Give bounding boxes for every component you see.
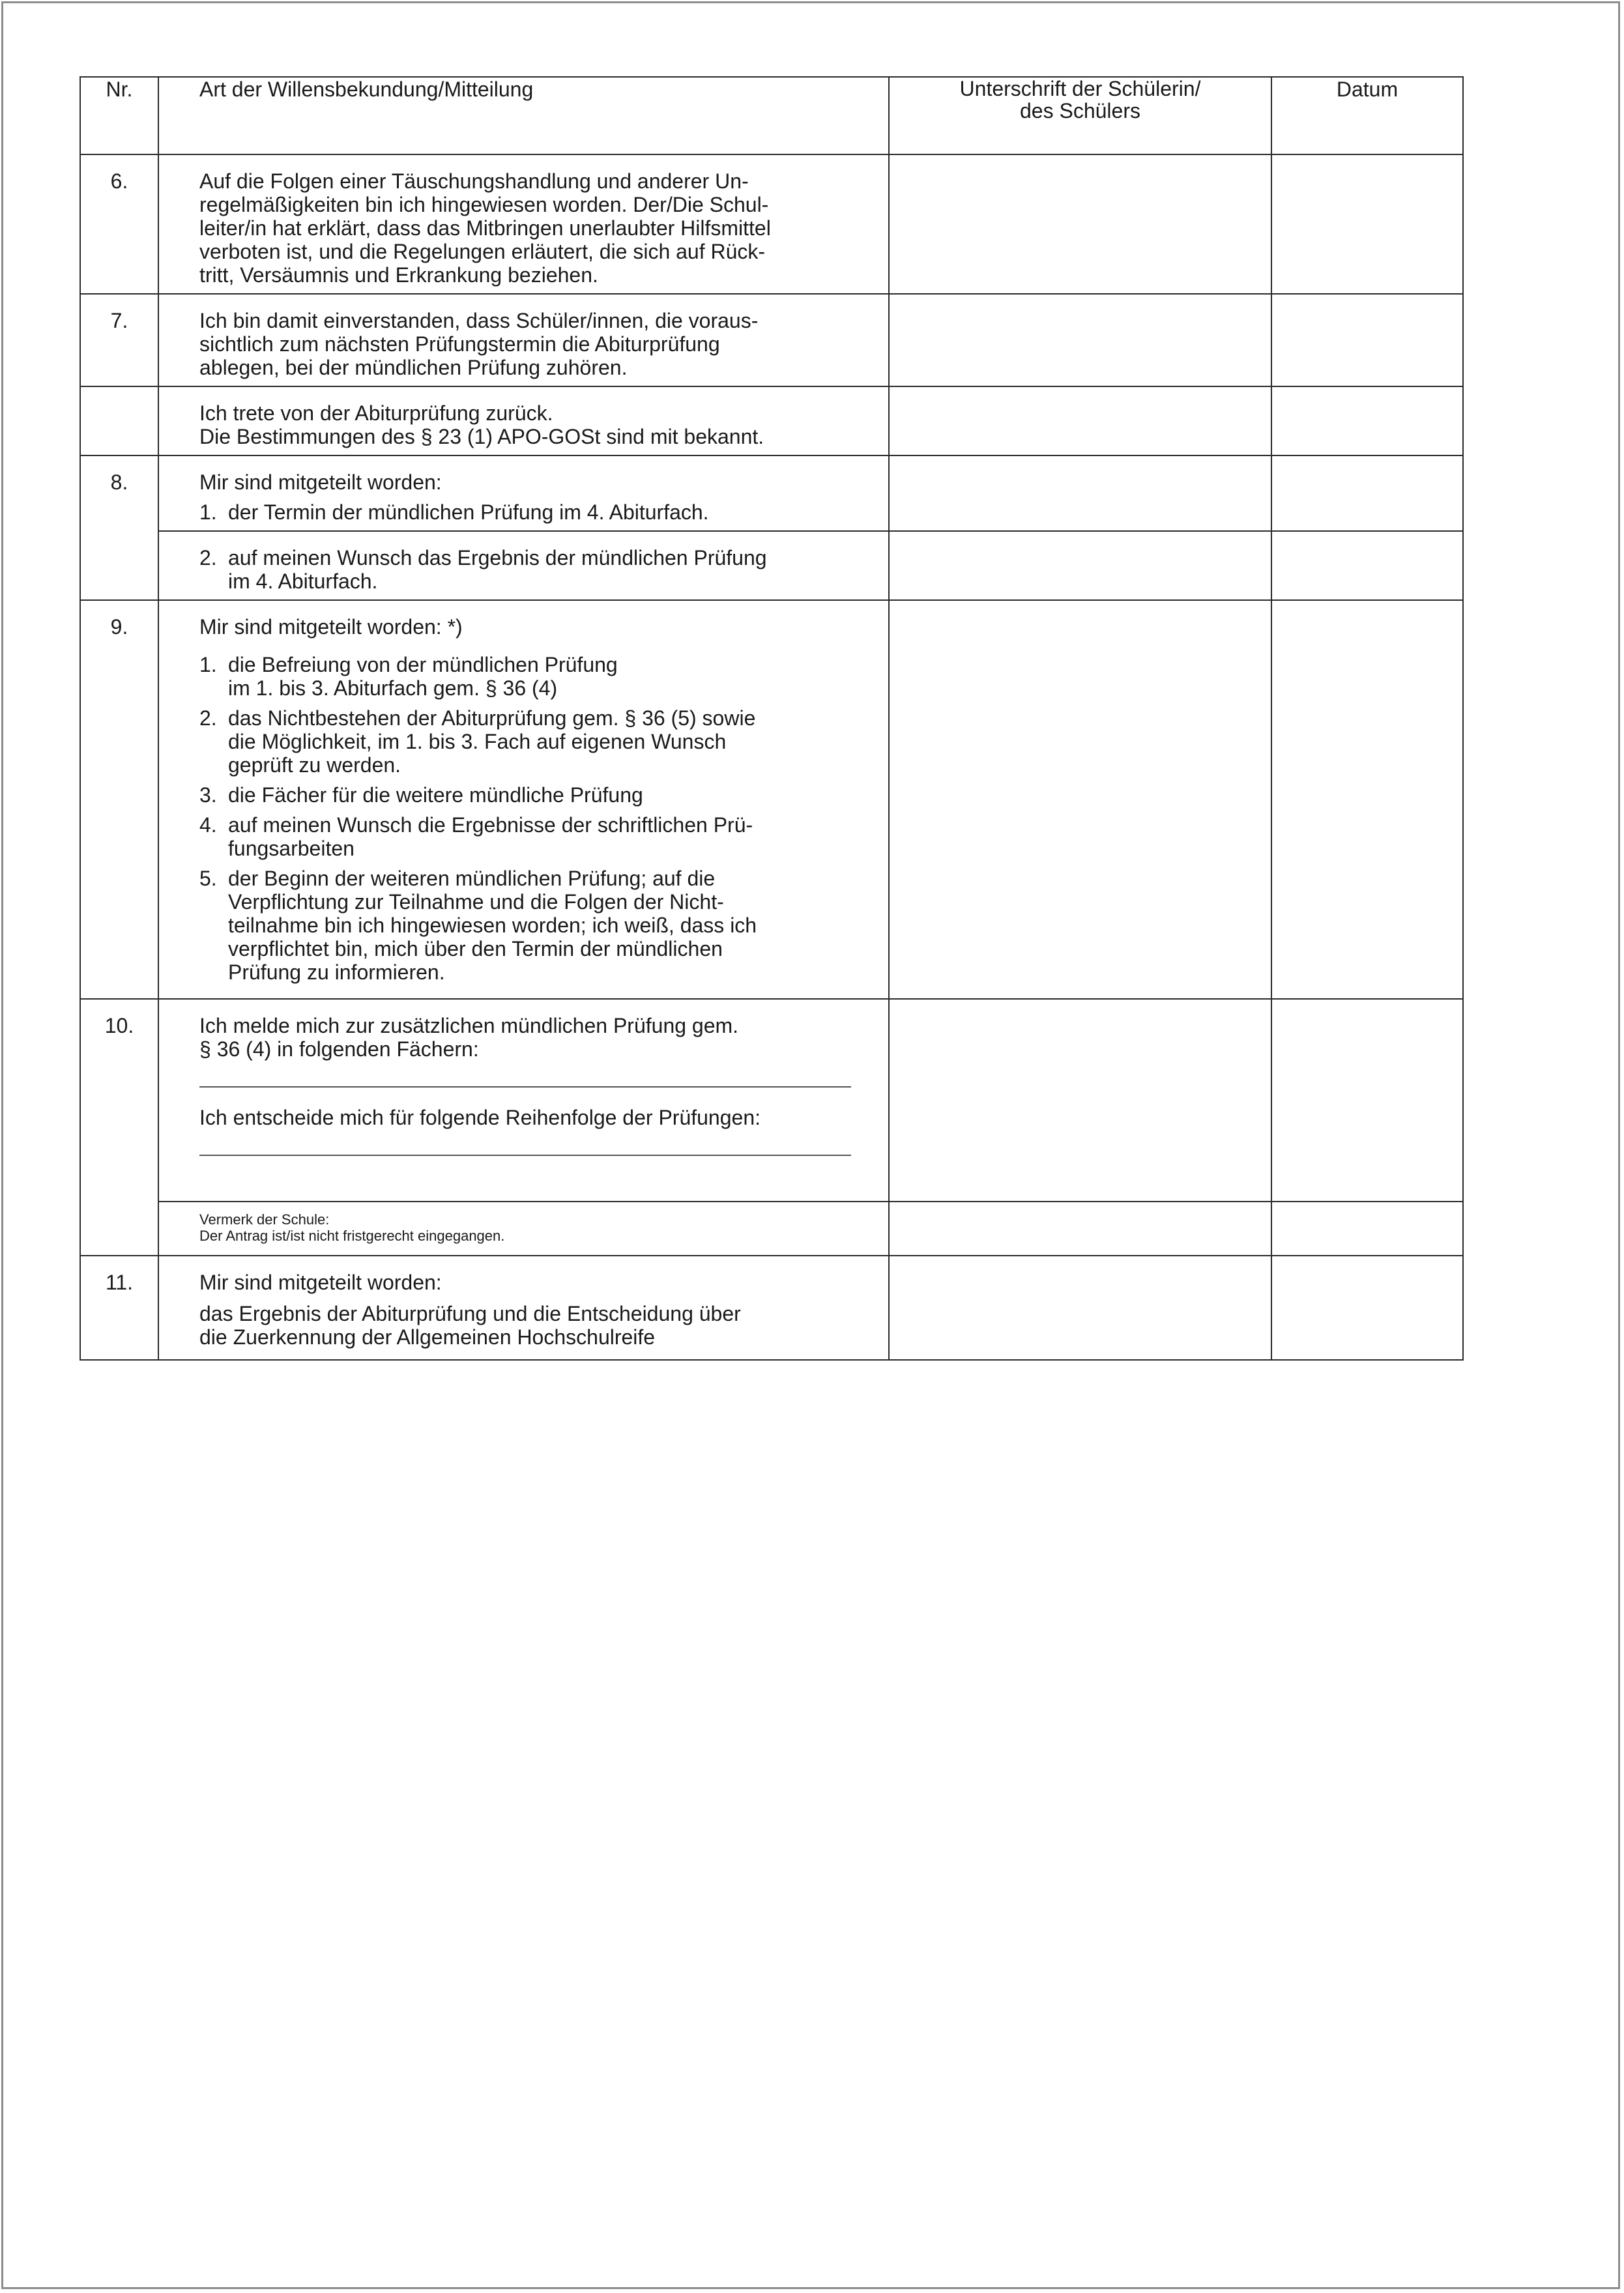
list-item-number: 1. — [199, 653, 217, 676]
text-line: Ich entscheide mich für folgende Reihenfolge der Prüfungen: — [199, 1106, 761, 1129]
list-item — [199, 500, 869, 524]
row-number-empty — [80, 386, 158, 455]
date-cell[interactable] — [1271, 154, 1463, 294]
text-line: geprüft zu werden. — [228, 753, 401, 777]
signature-cell[interactable] — [889, 386, 1271, 455]
list-item-text — [228, 813, 869, 860]
text-line: im 4. Abiturfach. — [228, 570, 378, 593]
text-line: auf meinen Wunsch die Ergebnisse der schriftlichen Prü- — [228, 813, 753, 837]
text-line: Mir sind mitgeteilt worden: — [199, 1271, 442, 1294]
header-nr: Nr. — [80, 77, 158, 154]
text-line: die Befreiung von der mündlichen Prüfung — [228, 653, 618, 676]
fill-in-line-faecher[interactable] — [199, 1086, 851, 1088]
date-cell[interactable] — [1271, 1202, 1463, 1256]
table-row-9 — [80, 600, 1463, 999]
text-line: die Zuerkennung der Allgemeinen Hochschulreife — [199, 1325, 656, 1349]
list-item-text — [228, 867, 869, 984]
list-item — [199, 653, 869, 700]
list-item — [199, 867, 869, 984]
list-item-number: 1. — [199, 500, 217, 524]
list-item — [199, 813, 869, 860]
list-item — [199, 783, 869, 807]
date-cell[interactable] — [1271, 999, 1463, 1202]
list-item-text — [228, 546, 869, 593]
header-unterschrift — [889, 77, 1271, 154]
fill-in-line-reihenfolge[interactable] — [199, 1154, 851, 1156]
text-line: die Fächer für die weitere mündliche Prüfung — [228, 783, 643, 807]
text-line: tritt, Versäumnis und Erkrankung beziehen. — [199, 263, 598, 287]
list-item-number: 5. — [199, 867, 217, 890]
table-row-ruecktritt — [80, 386, 1463, 455]
row-number: 10. — [80, 999, 158, 1256]
list-item-text: der Termin der mündlichen Prüfung im 4. Abiturfach. — [228, 500, 709, 524]
list-item — [199, 546, 869, 593]
vermerk-label: Vermerk der Schule: — [199, 1211, 330, 1228]
text-line: auf meinen Wunsch das Ergebnis der mündlichen Prüfung — [228, 546, 767, 570]
date-cell[interactable] — [1271, 386, 1463, 455]
declaration-table — [80, 76, 1464, 1361]
list-item-number: 2. — [199, 546, 217, 570]
row-text — [158, 999, 889, 1202]
text-line: Verpflichtung zur Teilnahme und die Folgen der Nicht- — [228, 890, 724, 914]
date-cell[interactable] — [1271, 294, 1463, 386]
signature-cell[interactable] — [889, 531, 1271, 600]
text-line: der Beginn der weiteren mündlichen Prüfung; auf die — [228, 867, 716, 890]
text-line: das Nichtbestehen der Abiturprüfung gem. § 36 (5) sowie — [228, 706, 756, 730]
table-row-7 — [80, 294, 1463, 386]
row-number: 7. — [80, 294, 158, 386]
list-item-text — [228, 706, 869, 777]
date-cell[interactable] — [1271, 1256, 1463, 1360]
text-line: regelmäßigkeiten bin ich hingewiesen worden. Der/Die Schul- — [199, 193, 769, 216]
row-text — [158, 386, 889, 455]
text-line: sichtlich zum nächsten Prüfungstermin die Abiturprüfung — [199, 332, 720, 356]
signature-cell[interactable] — [889, 1202, 1271, 1256]
header-art: Art der Willensbekundung/Mitteilung — [158, 77, 889, 154]
signature-cell[interactable] — [889, 1256, 1271, 1360]
date-cell[interactable] — [1271, 600, 1463, 999]
text-line: Auf die Folgen einer Täuschungshandlung und anderer Un- — [199, 169, 749, 193]
date-cell[interactable] — [1271, 455, 1463, 531]
row-text — [158, 294, 889, 386]
table-header-row — [80, 77, 1463, 154]
text-line: Ich melde mich zur zusätzlichen mündlichen Prüfung gem. — [199, 1014, 739, 1037]
row-number: 9. — [80, 600, 158, 999]
header-unterschrift-line1: Unterschrift der Schülerin/ — [959, 77, 1201, 100]
text-line: § 36 (4) in folgenden Fächern: — [199, 1037, 479, 1061]
signature-cell[interactable] — [889, 999, 1271, 1202]
text-line: die Möglichkeit, im 1. bis 3. Fach auf eigenen Wunsch — [228, 730, 727, 753]
text-line: Prüfung zu informieren. — [228, 960, 445, 984]
text-line: das Ergebnis der Abiturprüfung und die Entscheidung über — [199, 1302, 741, 1325]
row-number: 11. — [80, 1256, 158, 1360]
list-item-number: 3. — [199, 783, 217, 807]
signature-cell[interactable] — [889, 600, 1271, 999]
text-line: fungsarbeiten — [228, 837, 355, 860]
header-unterschrift-line2: des Schülers — [1020, 99, 1140, 123]
table-row-6 — [80, 154, 1463, 294]
list-item-text — [228, 783, 869, 807]
table-row-10-vermerk — [80, 1202, 1463, 1256]
text-line: Die Bestimmungen des § 23 (1) APO-GOSt sind mit bekannt. — [199, 425, 764, 448]
signature-cell[interactable] — [889, 455, 1271, 531]
table-row-8 — [80, 455, 1463, 531]
list-item-text — [228, 653, 869, 700]
row-number: 8. — [80, 455, 158, 600]
text-line: Ich trete von der Abiturprüfung zurück. — [199, 401, 553, 425]
table-row-8b — [80, 531, 1463, 600]
header-datum: Datum — [1271, 77, 1463, 154]
row-text — [158, 1256, 889, 1360]
list-item — [199, 706, 869, 777]
row-text — [158, 455, 889, 531]
signature-cell[interactable] — [889, 154, 1271, 294]
text-line: Mir sind mitgeteilt worden: — [199, 470, 442, 494]
list-item-number: 2. — [199, 706, 217, 730]
row-number: 6. — [80, 154, 158, 294]
text-line: leiter/in hat erklärt, dass das Mitbringen unerlaubter Hilfsmittel — [199, 216, 771, 240]
row-text — [158, 154, 889, 294]
text-line: verpflichtet bin, mich über den Termin der mündlichen — [228, 937, 723, 960]
row-text-vermerk — [158, 1202, 889, 1256]
row-text — [158, 600, 889, 999]
text-line: im 1. bis 3. Abiturfach gem. § 36 (4) — [228, 676, 558, 700]
table-row-11 — [80, 1256, 1463, 1360]
text-line: ablegen, bei der mündlichen Prüfung zuhören. — [199, 356, 628, 379]
text-line: teilnahme bin ich hingewiesen worden; ich weiß, dass ich — [228, 914, 757, 937]
text-line: Mir sind mitgeteilt worden: *) — [199, 615, 463, 639]
table-row-10 — [80, 999, 1463, 1202]
date-cell[interactable] — [1271, 531, 1463, 600]
vermerk-text: Der Antrag ist/ist nicht fristgerecht eingegangen. — [199, 1228, 505, 1244]
text-line: Ich bin damit einverstanden, dass Schüler/innen, die voraus- — [199, 309, 759, 332]
list-item-number: 4. — [199, 813, 217, 837]
row-text — [158, 531, 889, 600]
signature-cell[interactable] — [889, 294, 1271, 386]
text-line: verboten ist, und die Regelungen erläutert, die sich auf Rück- — [199, 240, 766, 263]
